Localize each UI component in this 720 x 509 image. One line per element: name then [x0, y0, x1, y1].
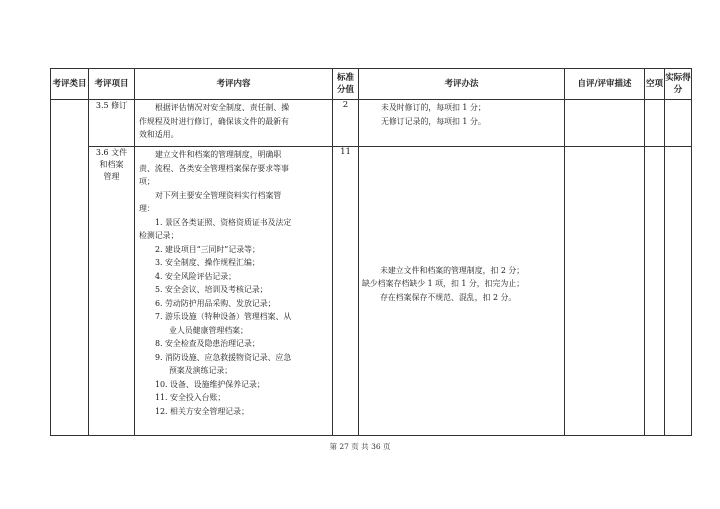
page-footer: 第 27 页 共 36 页: [329, 442, 391, 451]
item-line: 和档案: [99, 160, 124, 169]
header-category: 考评类目: [51, 69, 89, 100]
self-review-cell: [565, 100, 645, 147]
evaluation-table-page: [50, 68, 691, 439]
content-line: 1. 景区各类证照、资格资质证书及法定: [155, 217, 292, 227]
method-line: 缺少档案存档缺少 1 项，扣 1 分，扣完为止；: [362, 279, 525, 289]
self-review-cell: [565, 147, 645, 436]
content-line: 4. 安全风险评估记录；: [155, 271, 237, 281]
content-line: 检测记录；: [139, 231, 179, 240]
content-line: 5. 安全会议、培训及考核记录；: [155, 285, 268, 294]
content-line: 理：: [139, 204, 155, 213]
item-cell: [89, 147, 135, 436]
content-line: 3. 安全制度、操作规程汇编；: [155, 258, 260, 267]
content-line: 责、流程、各类安全管理档案保存要求等事: [139, 163, 289, 173]
content-line: 11. 安全投入台账；: [155, 393, 226, 402]
evaluation-table: [50, 68, 692, 436]
content-line: 2. 建设项目“三同时”记录等；: [155, 244, 260, 254]
content-line: 6. 劳动防护用品采购、发放记录；: [155, 298, 276, 308]
content-line: 对下列主要安全管理资料实行档案管: [155, 190, 282, 200]
content-line: 12. 相关方安全管理记录；: [155, 406, 249, 416]
actual-score-cell: [665, 100, 692, 147]
item-line: 管理: [103, 172, 120, 181]
content-line: 业人员健康管理档案；: [169, 325, 248, 335]
table-header-row: [51, 69, 692, 100]
header-self-review: 自评/评审描述: [565, 69, 645, 100]
header-score: 标准分值: [333, 69, 359, 100]
actual-score-cell: [665, 147, 692, 436]
header-actual-score: 实际得分: [665, 69, 692, 100]
content-cell: [135, 100, 333, 147]
method-cell: [359, 147, 565, 436]
header-empty: 空项: [645, 69, 665, 100]
method-line: 未及时修订的，每项扣 1 分；: [381, 103, 486, 112]
empty-cell: [645, 100, 665, 147]
content-cell: [135, 147, 333, 436]
item-cell: 3.5 修订: [89, 100, 135, 147]
table-row: [51, 100, 692, 147]
method-line: 存在档案保存不规范、混乱，扣 2 分。: [380, 292, 517, 302]
method-line: 未建立文件和档案的管理制度，扣 2 分；: [380, 265, 525, 275]
content-line: 10. 设备、设施维护保养记录；: [155, 379, 265, 389]
content-line: 作规程及时进行修订，确保该文件的最新有: [139, 116, 289, 126]
category-cell: [51, 100, 89, 436]
content-line: 建立文件和档案的管理制度，明确职: [155, 150, 282, 159]
header-method: 考评办法: [359, 69, 565, 100]
content-line: 项；: [139, 177, 155, 186]
item-line: 3.6 文件: [95, 148, 128, 157]
score-cell: 11: [333, 147, 359, 436]
content-line: 8. 安全检查及隐患治理记录；: [155, 339, 260, 348]
header-content: 考评内容: [135, 69, 333, 100]
table-row: [51, 147, 692, 436]
content-line: 效和适用。: [139, 130, 179, 139]
method-line: 无修订记录的，每项扣 1 分。: [381, 116, 486, 126]
content-line: 预案及演练记录；: [169, 366, 233, 375]
method-cell: [359, 100, 565, 147]
score-cell: 2: [333, 100, 359, 147]
content-line: 9. 消防设施、应急救援物资记录、应急: [155, 352, 292, 362]
header-item: 考评项目: [89, 69, 135, 100]
content-line: 根据评估情况对安全制度、责任制、操: [155, 103, 290, 112]
content-line: 7. 游乐设施（特种设备）管理档案、从: [155, 312, 292, 321]
empty-cell: [645, 147, 665, 436]
